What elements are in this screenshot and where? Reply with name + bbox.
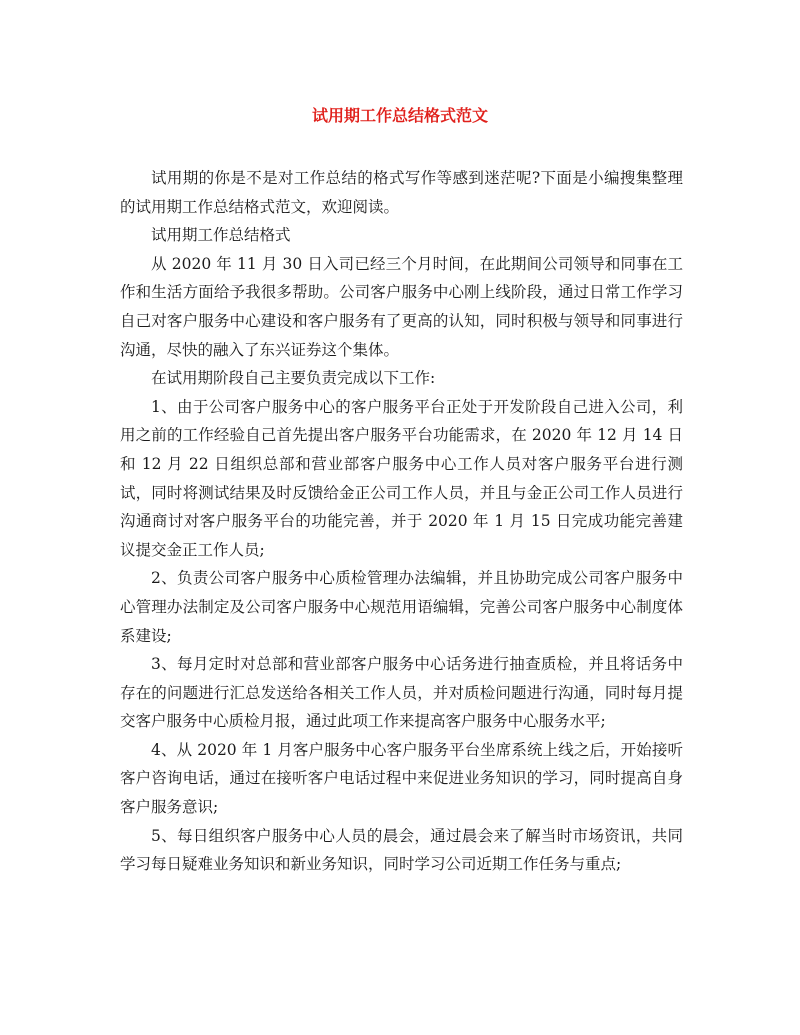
section-heading: 试用期工作总结格式: [151, 226, 291, 245]
body-paragraph: 在试用期阶段自己主要负责完成以下工作:: [151, 369, 436, 388]
document-title: 试用期工作总结格式范文: [311, 106, 488, 125]
list-item: 5、每日组织客户服务中心人员的晨会，通过晨会来了解当时市场资讯，共同学习每日疑难业务知识和新业务知识，同时学习公司近期工作任务与重点;: [120, 826, 683, 874]
list-item: 3、每月定时对总部和营业部客户服务中心话务进行抽查质检，并且将话务中存在的问题进行汇总发送给各相关工作人员，并对质检问题进行沟通，同时每月提交客户服务中心质检月报，通过此项工作来提高客户服务中心服务水平;: [120, 655, 683, 731]
list-item: 1、由于公司客户服务中心的客户服务平台正处于开发阶段自己进入公司，利用之前的工作经验自己首先提出客户服务平台功能需求，在 2020 年 12 月 14 日和 12 月 22 日组织总部和营业部客户服务中心工作人员对客户服务平台进行测试，同时将测试结果及时反馈给金正公司工作人员，并且与金正公司工作人员进行沟通商讨对客户服务平台的功能完善，并于 2020 年 1 月 15 日完成功能完善建议提交金正工作人员;: [120, 397, 683, 559]
list-item: 2、负责公司客户服务中心质检管理办法编辑，并且协助完成公司客户服务中心管理办法制定及公司客户服务中心规范用语编辑，完善公司客户服务中心制度体系建设;: [120, 569, 683, 645]
document-body: [120, 164, 683, 879]
list-item: 4、从 2020 年 1 月客户服务中心客户服务平台坐席系统上线之后，开始接听客户咨询电话，通过在接听客户电话过程中来促进业务知识的学习，同时提高自身客户服务意识;: [120, 740, 683, 817]
body-paragraph: 从 2020 年 11 月 30 日入司已经三个月时间，在此期间公司领导和同事在工作和生活方面给予我很多帮助。公司客户服务中心刚上线阶段，通过日常工作学习自己对客户服务中心建设和客户服务有了更高的认知，同时积极与领导和同事进行沟通，尽快的融入了东兴证券这个集体。: [120, 254, 683, 359]
intro-paragraph: 试用期的你是不是对工作总结的格式写作等感到迷茫呢?下面是小编搜集整理的试用期工作总结格式范文，欢迎阅读。: [120, 169, 683, 216]
